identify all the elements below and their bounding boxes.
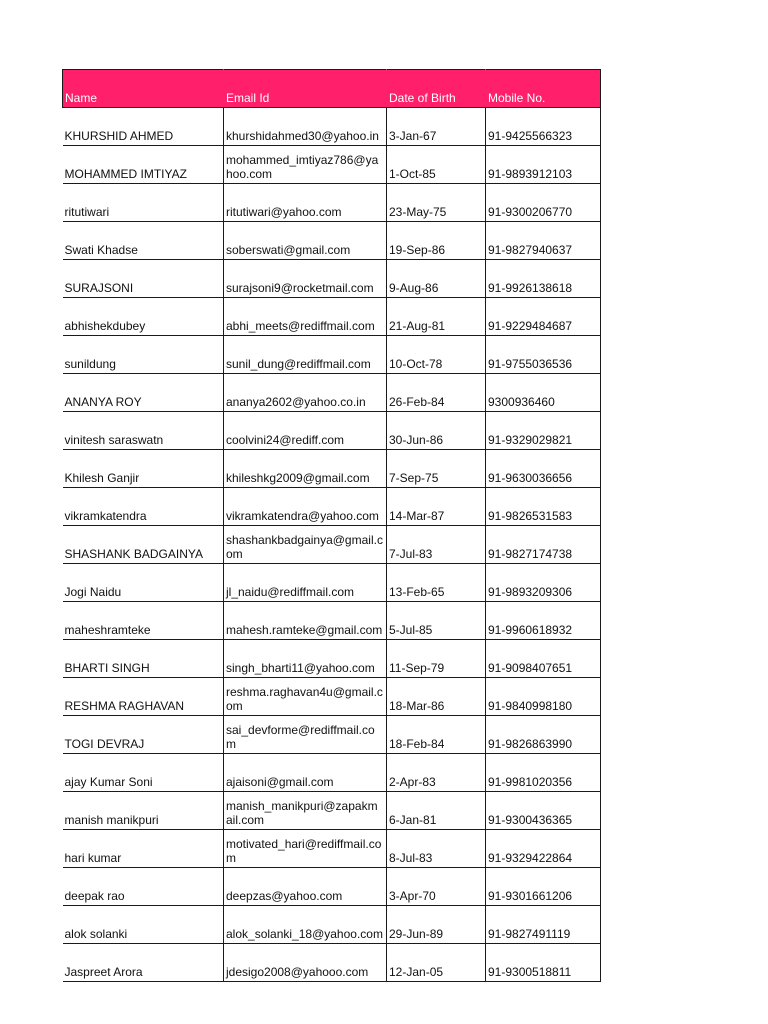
cell-date-of-birth: 18-Mar-86	[387, 678, 486, 716]
cell-name: manish manikpuri	[63, 792, 224, 830]
cell-mobile: 91-9893209306	[486, 564, 601, 602]
cell-name: Khilesh Ganjir	[63, 450, 224, 488]
cell-email: reshma.raghavan4u@gmail.com	[224, 678, 387, 716]
cell-name: sunildung	[63, 336, 224, 374]
cell-email: khurshidahmed30@yahoo.in	[224, 108, 387, 146]
cell-mobile: 91-9630036656	[486, 450, 601, 488]
cell-mobile: 91-9329029821	[486, 412, 601, 450]
table-row	[63, 602, 601, 640]
cell-date-of-birth: 12-Jan-05	[387, 944, 486, 982]
cell-date-of-birth: 26-Feb-84	[387, 374, 486, 412]
cell-date-of-birth: 18-Feb-84	[387, 716, 486, 754]
cell-email: surajsoni9@rocketmail.com	[224, 260, 387, 298]
table-row	[63, 146, 601, 184]
cell-email: sai_devforme@rediffmail.com	[224, 716, 387, 754]
table-row	[63, 222, 601, 260]
table-row	[63, 754, 601, 792]
cell-mobile: 91-9960618932	[486, 602, 601, 640]
cell-email: sunil_dung@rediffmail.com	[224, 336, 387, 374]
cell-date-of-birth: 14-Mar-87	[387, 488, 486, 526]
table-row	[63, 450, 601, 488]
table-row	[63, 792, 601, 830]
cell-date-of-birth: 6-Jan-81	[387, 792, 486, 830]
cell-mobile: 91-9827940637	[486, 222, 601, 260]
table-row	[63, 678, 601, 716]
cell-email: jl_naidu@rediffmail.com	[224, 564, 387, 602]
cell-mobile: 91-9840998180	[486, 678, 601, 716]
table-row	[63, 526, 601, 564]
table-row	[63, 944, 601, 982]
cell-date-of-birth: 11-Sep-79	[387, 640, 486, 678]
cell-email: jdesigo2008@yahooo.com	[224, 944, 387, 982]
cell-mobile: 91-9301661206	[486, 868, 601, 906]
cell-email: ritutiwari@yahoo.com	[224, 184, 387, 222]
column-header-name: Name	[63, 70, 224, 108]
cell-email: manish_manikpuri@zapakmail.com	[224, 792, 387, 830]
cell-name: SURAJSONI	[63, 260, 224, 298]
cell-name: maheshramteke	[63, 602, 224, 640]
cell-mobile: 91-9300518811	[486, 944, 601, 982]
cell-mobile: 91-9826531583	[486, 488, 601, 526]
cell-email: coolvini24@rediff.com	[224, 412, 387, 450]
header-row	[63, 70, 601, 108]
cell-mobile: 91-9229484687	[486, 298, 601, 336]
cell-mobile: 9300936460	[486, 374, 601, 412]
cell-date-of-birth: 7-Jul-83	[387, 526, 486, 564]
cell-email: vikramkatendra@yahoo.com	[224, 488, 387, 526]
cell-mobile: 91-9827174738	[486, 526, 601, 564]
cell-name: ritutiwari	[63, 184, 224, 222]
cell-email: deepzas@yahoo.com	[224, 868, 387, 906]
cell-email: alok_solanki_18@yahoo.com	[224, 906, 387, 944]
cell-email: abhi_meets@rediffmail.com	[224, 298, 387, 336]
cell-name: KHURSHID AHMED	[63, 108, 224, 146]
column-header-email: Email Id	[224, 70, 387, 108]
table-row	[63, 412, 601, 450]
cell-mobile: 91-9755036536	[486, 336, 601, 374]
cell-date-of-birth: 30-Jun-86	[387, 412, 486, 450]
cell-name: ajay Kumar Soni	[63, 754, 224, 792]
table-row	[63, 868, 601, 906]
cell-name: alok solanki	[63, 906, 224, 944]
cell-email: shashankbadgainya@gmail.com	[224, 526, 387, 564]
cell-email: ananya2602@yahoo.co.in	[224, 374, 387, 412]
cell-date-of-birth: 10-Oct-78	[387, 336, 486, 374]
cell-date-of-birth: 8-Jul-83	[387, 830, 486, 868]
table-row	[63, 564, 601, 602]
cell-mobile: 91-9981020356	[486, 754, 601, 792]
cell-mobile: 91-9329422864	[486, 830, 601, 868]
cell-mobile: 91-9826863990	[486, 716, 601, 754]
cell-name: RESHMA RAGHAVAN	[63, 678, 224, 716]
cell-email: motivated_hari@rediffmail.com	[224, 830, 387, 868]
cell-date-of-birth: 9-Aug-86	[387, 260, 486, 298]
cell-mobile: 91-9300206770	[486, 184, 601, 222]
cell-name: vinitesh saraswatn	[63, 412, 224, 450]
cell-name: Jogi Naidu	[63, 564, 224, 602]
contacts-table	[62, 69, 601, 982]
cell-name: MOHAMMED IMTIYAZ	[63, 146, 224, 184]
table-row	[63, 640, 601, 678]
cell-email: mahesh.ramteke@gmail.com	[224, 602, 387, 640]
cell-date-of-birth: 13-Feb-65	[387, 564, 486, 602]
table-row	[63, 108, 601, 146]
cell-date-of-birth: 5-Jul-85	[387, 602, 486, 640]
cell-name: Jaspreet Arora	[63, 944, 224, 982]
cell-name: TOGI DEVRAJ	[63, 716, 224, 754]
cell-mobile: 91-9827491119	[486, 906, 601, 944]
cell-date-of-birth: 3-Jan-67	[387, 108, 486, 146]
table-row	[63, 716, 601, 754]
cell-email: ajaisoni@gmail.com	[224, 754, 387, 792]
cell-date-of-birth: 7-Sep-75	[387, 450, 486, 488]
cell-email: mohammed_imtiyaz786@yahoo.com	[224, 146, 387, 184]
table-row	[63, 830, 601, 868]
table-row	[63, 336, 601, 374]
cell-name: abhishekdubey	[63, 298, 224, 336]
cell-mobile: 91-9926138618	[486, 260, 601, 298]
table-body	[63, 108, 601, 982]
cell-date-of-birth: 2-Apr-83	[387, 754, 486, 792]
cell-email: khileshkg2009@gmail.com	[224, 450, 387, 488]
cell-date-of-birth: 19-Sep-86	[387, 222, 486, 260]
cell-name: ANANYA ROY	[63, 374, 224, 412]
table-row	[63, 906, 601, 944]
cell-date-of-birth: 3-Apr-70	[387, 868, 486, 906]
cell-name: vikramkatendra	[63, 488, 224, 526]
cell-email: singh_bharti11@yahoo.com	[224, 640, 387, 678]
table-row	[63, 184, 601, 222]
cell-date-of-birth: 23-May-75	[387, 184, 486, 222]
column-header-mobile: Mobile No.	[486, 70, 601, 108]
cell-mobile: 91-9425566323	[486, 108, 601, 146]
table-row	[63, 374, 601, 412]
table-row	[63, 260, 601, 298]
cell-name: SHASHANK BADGAINYA	[63, 526, 224, 564]
table-row	[63, 298, 601, 336]
cell-name: deepak rao	[63, 868, 224, 906]
cell-email: soberswati@gmail.com	[224, 222, 387, 260]
cell-date-of-birth: 21-Aug-81	[387, 298, 486, 336]
cell-mobile: 91-9098407651	[486, 640, 601, 678]
cell-date-of-birth: 29-Jun-89	[387, 906, 486, 944]
cell-mobile: 91-9893912103	[486, 146, 601, 184]
cell-date-of-birth: 1-Oct-85	[387, 146, 486, 184]
cell-name: Swati Khadse	[63, 222, 224, 260]
column-header-date-of-birth: Date of Birth	[387, 70, 486, 108]
cell-name: BHARTI SINGH	[63, 640, 224, 678]
table-row	[63, 488, 601, 526]
cell-mobile: 91-9300436365	[486, 792, 601, 830]
cell-name: hari kumar	[63, 830, 224, 868]
